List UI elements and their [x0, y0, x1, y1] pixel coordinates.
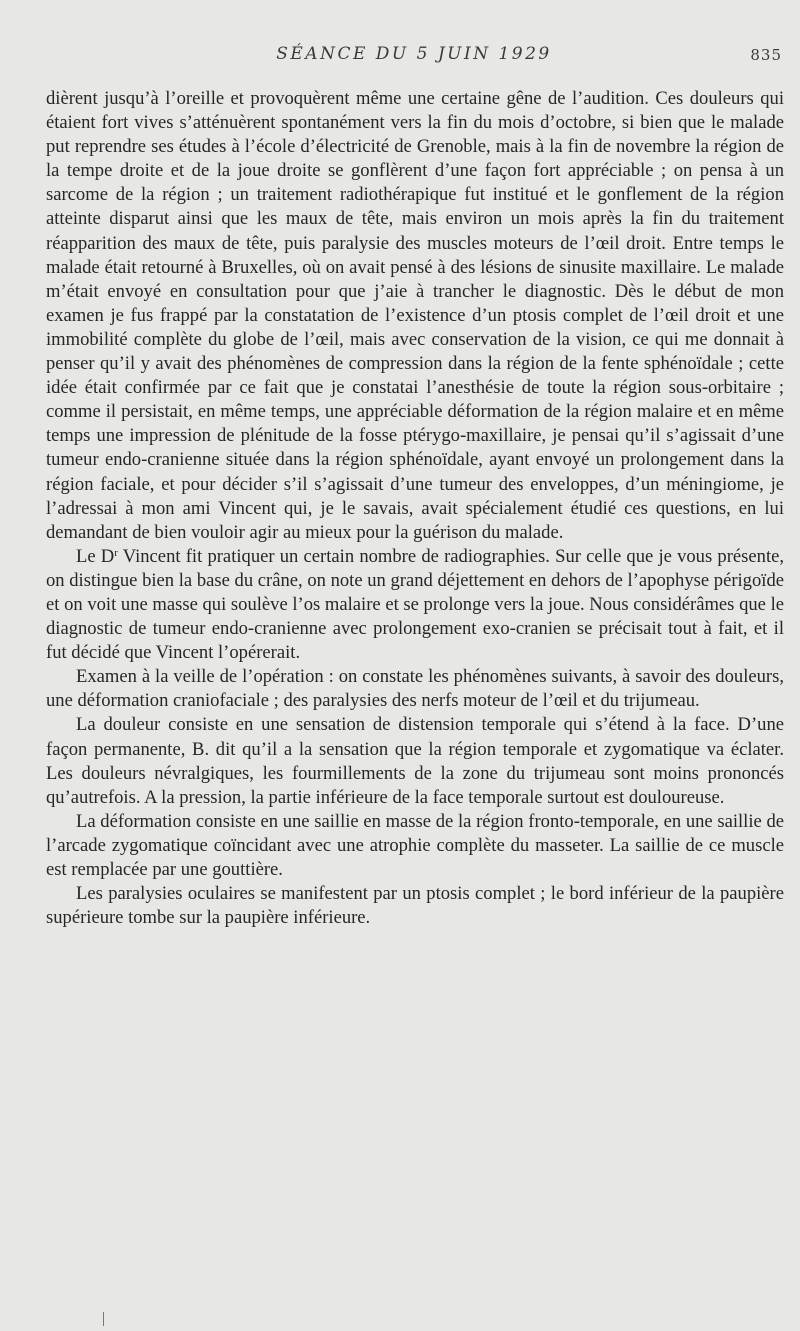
paragraph-2-start: Le D — [76, 545, 115, 567]
paragraph-2 — [46, 545, 784, 665]
stray-print-mark — [103, 1312, 104, 1326]
paragraph-3: Examen à la veille de l’opération : on constate les phénomènes suivants, à savoir des douleurs, une déformation craniofaciale ; des paralysies des nerfs moteur de l’œil et du trijumeau. — [46, 666, 784, 712]
page-number: 835 — [750, 46, 782, 64]
paragraph-1: dièrent jusqu’à l’oreille et provoquèrent même une certaine gêne de l’audition. Ces douleurs qui étaient fort vives s’atténuèrent spontanément vers la fin du mois d’octobre, si bien que le malade put reprendre ses études à l’école d’électricité de Grenoble, mais à la fin de novembre la région de la tempe droite et de la joue droite se gonflèrent d’une façon fort appréciable ; on pensa à un sarcome de la région ; un traitement radiothérapique fut institué et le gonflement de la région atteinte disparut ainsi que les maux de tête, mais environ un mois après la fin du traitement réapparition des maux de tête, puis paralysie des muscles moteurs de l’œil droit. Entre temps le malade était retourné à Bruxelles, où on avait pensé à des lésions de sinusite maxillaire. Le malade m’était envoyé en consultation pour que j’aie à trancher le diagnostic. Dès le début de mon examen je fus frappé par la constatation de l’existence d’un ptosis complet de l’œil droit et une immobilité complète du globe de l’œil, mais avec conservation de la vision, ce qui me donnait à penser qu’il y avait des phénomènes de compression dans la région de la fente sphénoïdale ; cette idée était confirmée par ce fait que je constatai l’anesthésie de toute la région sous-orbitaire ; comme il persistait, en même temps, une appréciable déformation de la région malaire et en même temps une impression de plénitude de la fosse ptérygo-maxillaire, je pensai qu’il s’agissait d’une tumeur endo-cranienne située dans la région sphénoïdale, ayant envoyé un prolongement dans la région faciale, et pour décider s’il s’agissait d’une tumeur des enveloppes, d’un méningiome, je l’adressai à mon ami Vincent qui, je le savais, avait spécialement étudié ces questions, en lui demandant de bien vouloir agir au mieux pour la guérison du malade. — [46, 88, 784, 543]
paragraph-6: Les paralysies oculaires se manifestent par un ptosis complet ; le bord inférieur de la paupière supérieure tombe sur la paupière inférieure. — [46, 883, 784, 929]
paragraph-5: La déformation consiste en une saillie en masse de la région fronto-temporale, en une saillie de l’arcade zygomatique coïncidant avec une atrophie complète du masseter. La saillie de ce muscle est remplacée par une gouttière. — [46, 810, 784, 880]
running-head: SÉANCE DU 5 JUIN 1929 — [276, 44, 552, 64]
paragraph-4: La douleur consiste en une sensation de distension temporale qui s’étend à la face. D’une façon permanente, B. dit qu’il a la sensation que la région temporale et zygomatique va éclater. Les douleurs névralgiques, les fourmillements de la zone du trijumeau sont moins prononcés qu’autrefois. A la pression, la partie inférieure de la face temporale surtout est douloureuse. — [46, 714, 784, 808]
doctor-abbreviation-superscript: r — [114, 546, 118, 559]
body-text — [46, 87, 784, 930]
paragraph-2-rest: Vincent fit pratiquer un certain nombre de radiographies. Sur celle que je vous présente, on distingue bien la base du crâne, on note un grand déjettement en dehors de l’apophyse périgoïde et on voit une masse qui soulève l’os malaire et se prolonge vers la joue. Nous considérâmes que le diagnostic de tumeur endo-cranienne avec prolongement exo-cranien se précisait tout à fait, et il fut décidé que Vincent l’opérerait. — [46, 545, 785, 664]
page-header — [46, 44, 782, 68]
